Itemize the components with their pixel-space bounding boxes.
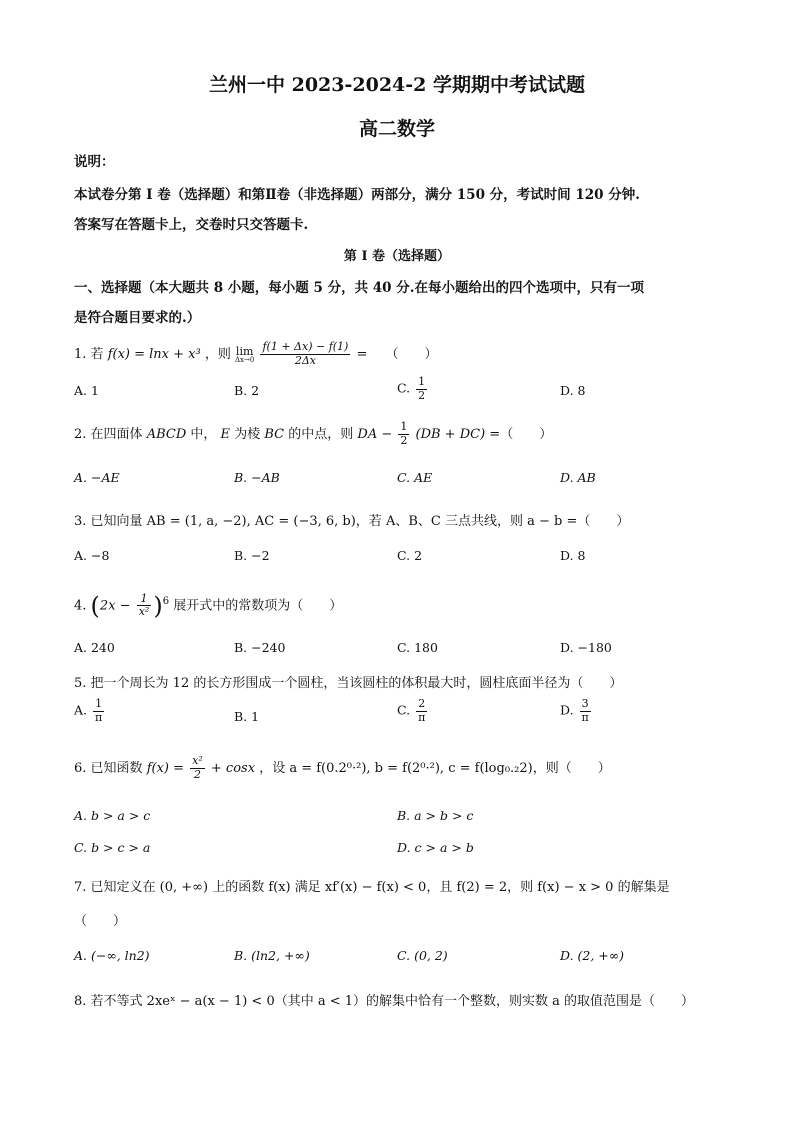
question-3: 3. 已知向量 AB = (1, a, −2), AC = (−3, 6, b)，若 A、B、C 三点共线，则 a − b =（ ）: [74, 514, 630, 529]
question-1: [74, 340, 438, 370]
q4-option-c: C. 180: [397, 640, 438, 655]
q5-option-d: [560, 698, 593, 724]
q4-tail: 展开式中的常数项为（ ）: [173, 598, 343, 614]
q2-abcd: ABCD: [146, 427, 187, 442]
q3-option-b: B. −2: [234, 548, 270, 563]
q5-option-a-num: 1: [93, 698, 104, 712]
q7-option-d: D. (2, +∞): [560, 948, 625, 963]
instructions-line-1: 本试卷分第 I 卷（选择题）和第Ⅱ卷（非选择题）两部分，满分 150 分，考试时间 120 分钟.: [74, 187, 640, 203]
q1-option-b: B. 2: [234, 383, 260, 398]
instructions-heading: 说明：: [74, 154, 115, 170]
q4-left-paren: (: [90, 591, 100, 620]
q5-option-d-label: D.: [560, 702, 574, 718]
q7-option-b: B. (ln2, +∞): [234, 948, 310, 963]
q4-fraction: [137, 593, 152, 619]
section-intro-line-1: 一、选择题（本大题共 8 小题，每小题 5 分，共 40 分.在每小题给出的四个选项中，只有一项: [74, 280, 644, 296]
q1-equals: =: [356, 347, 368, 362]
q2-bc: BC: [264, 427, 285, 442]
q1-frac-denominator: 2Δx: [294, 354, 316, 367]
question-8: 8. 若不等式 2xeˣ − a(x − 1) < 0（其中 a < 1）的解集中恰有一个整数，则实数 a 的取值范围是（ ）: [74, 994, 695, 1009]
q5-option-d-fraction: [580, 698, 591, 724]
q4-power: 6: [162, 596, 170, 607]
q5-option-c-fraction: [416, 698, 427, 724]
q1-option-c-label: C.: [397, 380, 411, 396]
section-heading: 第 I 卷（选择题）: [343, 249, 451, 264]
q2-option-b: B. −AB: [234, 470, 280, 485]
q1-option-c-num: 1: [418, 375, 426, 388]
q2-tail: =（ ）: [489, 427, 553, 442]
q1-function: f(x) = lnx + x³: [107, 347, 201, 362]
q1-option-c-fraction: [416, 376, 427, 402]
q5-option-d-den: π: [581, 710, 589, 724]
q1-lim-label: lim: [235, 344, 254, 358]
q7-option-a: A. (−∞, ln2): [74, 948, 150, 963]
q2-option-c: C. AE: [397, 470, 433, 485]
q2-half: [398, 421, 409, 447]
q1-frac-numerator: f(1 + Δx) − f(1): [262, 340, 349, 354]
q1-limit: [235, 346, 254, 364]
q1-prefix: 1. 若: [74, 347, 104, 362]
q2-option-a: A. −AE: [74, 470, 120, 485]
q5-option-a-fraction: [93, 698, 104, 724]
q5-option-c-label: C.: [397, 702, 411, 718]
q1-mid: ，则: [204, 347, 231, 362]
q5-option-a-label: A.: [74, 702, 88, 718]
q6-func-left: f(x) =: [146, 761, 184, 776]
q1-fraction: [260, 341, 350, 367]
q6-frac-num: x²: [192, 754, 203, 768]
q6-func-right: + cosx: [210, 761, 256, 776]
q2-text-b: 中，: [190, 427, 217, 442]
q4-right-paren: ): [153, 591, 163, 620]
q1-lim-sub: Δx→0: [235, 355, 255, 364]
question-2: [74, 420, 552, 450]
q2-half-den: 2: [400, 434, 408, 447]
q4-option-a: A. 240: [74, 640, 115, 655]
q6-option-b: B. a > b > c: [397, 808, 474, 823]
q4-expr-left: 2x −: [99, 598, 131, 614]
q5-option-a: [74, 698, 106, 724]
question-5: 5. 把一个周长为 12 的长方形围成一个圆柱，当该圆柱的体积最大时，圆柱底面半径为（ ）: [74, 676, 623, 691]
q2-e: E: [220, 427, 231, 442]
q5-option-d-num: 3: [580, 698, 591, 712]
q2-half-num: 1: [400, 420, 408, 434]
page-title: 兰州一中 2023-2024-2 学期期中考试试题: [209, 74, 585, 96]
page-subtitle: 高二数学: [358, 118, 435, 140]
q6-frac-den: 2: [193, 768, 201, 781]
q5-option-c-num: 2: [416, 698, 427, 712]
q6-option-c: C. b > c > a: [74, 840, 151, 855]
q5-option-c: [397, 698, 429, 724]
q6-option-a: A. b > a > c: [74, 808, 151, 823]
q1-option-c-den: 2: [418, 388, 426, 402]
question-7-line-1: 7. 已知定义在 (0, +∞) 上的函数 f(x) 满足 xf′(x) − f(x) < 0，且 f(2) = 2，则 f(x) − x > 0 的解集是: [74, 880, 670, 895]
q7-option-c: C. (0, 2): [397, 948, 448, 963]
q2-paren: (DB + DC): [415, 427, 486, 442]
q6-option-d: D. c > a > b: [397, 840, 474, 855]
instructions-line-2: 答案写在答题卡上，交卷时只交答题卡.: [74, 217, 309, 233]
q3-option-c: C. 2: [397, 548, 423, 563]
q1-option-d: D. 8: [560, 383, 586, 398]
q5-option-a-den: π: [95, 710, 103, 724]
q2-text-c: 为棱: [234, 427, 261, 442]
q5-option-c-den: π: [418, 710, 426, 724]
q2-text-a: 2. 在四面体: [74, 427, 143, 442]
q4-frac-den: x²: [138, 605, 150, 619]
q2-expr: DA −: [357, 427, 397, 442]
q6-tail: ，设 a = f(0.2⁰·²), b = f(2⁰·²), c = f(log₀.₂2)，则（ ）: [259, 761, 611, 776]
q3-option-d: D. 8: [560, 548, 586, 563]
q1-option-a: A. 1: [74, 383, 99, 398]
q1-option-c: [397, 376, 429, 402]
question-4: [74, 584, 342, 624]
q6-prefix: 6. 已知函数: [74, 761, 143, 776]
q3-option-a: A. −8: [74, 548, 110, 563]
section-intro-line-2: 是符合题目要求的.）: [74, 310, 201, 326]
q4-prefix: 4.: [74, 598, 87, 614]
question-7-line-2: （ ）: [74, 914, 127, 929]
q4-option-b: B. −240: [234, 640, 286, 655]
q2-text-d: 的中点，则: [288, 427, 354, 442]
q2-option-d: D. AB: [560, 470, 596, 485]
q4-frac-num: 1: [137, 593, 152, 607]
q1-blank: （ ）: [385, 347, 438, 362]
q4-option-d: D. −180: [560, 640, 612, 655]
question-6: [74, 752, 611, 786]
q6-fraction: [190, 755, 205, 781]
q5-option-b: B. 1: [234, 709, 260, 724]
